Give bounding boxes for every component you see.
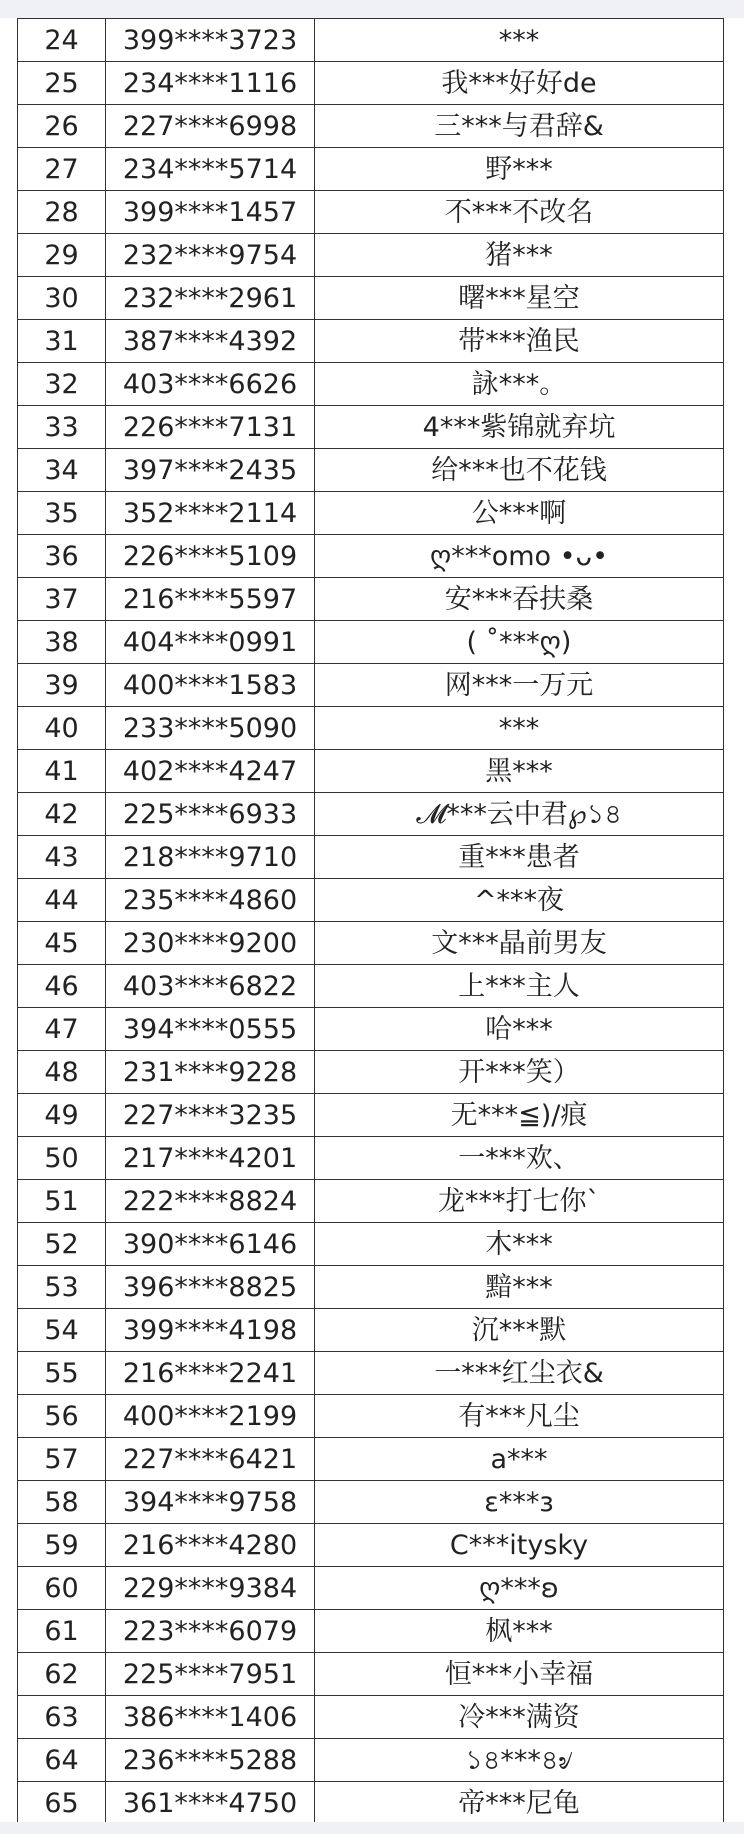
nickname-cell-text: a*** <box>490 1443 548 1475</box>
account-id-cell-text: 394****0555 <box>122 1013 298 1045</box>
rank-cell-text: 38 <box>44 626 79 658</box>
account-id-cell <box>106 1395 315 1438</box>
table-row <box>18 1696 724 1739</box>
nickname-cell <box>315 922 724 965</box>
account-id-cell-text: 226****7131 <box>122 411 298 443</box>
nickname-cell <box>315 191 724 234</box>
nickname-cell-text: 木*** <box>485 1228 553 1260</box>
account-id-cell <box>106 1567 315 1610</box>
nickname-cell-text: 一***红尘衣& <box>434 1357 604 1389</box>
nickname-cell-text: 哈*** <box>485 1013 553 1045</box>
account-id-cell-text: 404****0991 <box>122 626 298 658</box>
account-id-cell <box>106 836 315 879</box>
account-id-cell-text: 218****9710 <box>122 841 298 873</box>
table-row <box>18 1481 724 1524</box>
rank-cell <box>18 320 106 363</box>
account-id-cell-text: 402****4247 <box>122 755 298 787</box>
rank-cell-text: 44 <box>44 884 79 916</box>
leaderboard-table <box>17 18 724 1822</box>
rank-cell-text: 46 <box>44 970 79 1002</box>
table-row <box>18 406 724 449</box>
nickname-cell-text: 上***主人 <box>458 970 580 1002</box>
table-row <box>18 793 724 836</box>
rank-cell-text: 30 <box>44 282 79 314</box>
table-row <box>18 1352 724 1395</box>
rank-cell <box>18 19 106 62</box>
rank-cell-text: 31 <box>44 325 79 357</box>
table-row <box>18 1610 724 1653</box>
rank-cell-text: 39 <box>44 669 79 701</box>
rank-cell-text: 42 <box>44 798 79 830</box>
nickname-cell-text: 龙***打七你` <box>438 1185 600 1217</box>
account-id-cell <box>106 1524 315 1567</box>
account-id-cell-text: 225****7951 <box>122 1658 298 1690</box>
account-id-cell-text: 397****2435 <box>122 454 298 486</box>
rank-cell <box>18 1395 106 1438</box>
nickname-cell-text: 带***渔民 <box>458 325 580 357</box>
table-row <box>18 234 724 277</box>
table-row <box>18 105 724 148</box>
account-id-cell <box>106 234 315 277</box>
table-row <box>18 1180 724 1223</box>
table-row <box>18 1438 724 1481</box>
table-row <box>18 1137 724 1180</box>
top-bar <box>0 0 744 18</box>
rank-cell-text: 62 <box>44 1658 79 1690</box>
nickname-cell <box>315 707 724 750</box>
nickname-cell-text: 有***凡尘 <box>458 1400 580 1432</box>
account-id-cell-text: 234****5714 <box>122 153 298 185</box>
nickname-cell <box>315 1481 724 1524</box>
rank-cell <box>18 621 106 664</box>
rank-cell-text: 58 <box>44 1486 79 1518</box>
account-id-cell <box>106 621 315 664</box>
account-id-cell <box>106 793 315 836</box>
account-id-cell-text: 216****2241 <box>122 1357 298 1389</box>
rank-cell <box>18 406 106 449</box>
nickname-cell <box>315 621 724 664</box>
nickname-cell <box>315 19 724 62</box>
nickname-cell-text: 一***欢、 <box>458 1142 580 1174</box>
account-id-cell <box>106 1223 315 1266</box>
rank-cell <box>18 363 106 406</box>
leaderboard-table-body <box>18 19 724 1823</box>
nickname-cell <box>315 320 724 363</box>
nickname-cell <box>315 1223 724 1266</box>
table-row <box>18 1309 724 1352</box>
nickname-cell-text: ღ***omo •ᴗ• <box>429 540 609 572</box>
account-id-cell-text: 399****4198 <box>122 1314 298 1346</box>
nickname-cell-text: 恒***小幸福 <box>444 1658 594 1690</box>
account-id-cell-text: 403****6626 <box>122 368 298 400</box>
table-row <box>18 879 724 922</box>
nickname-cell <box>315 1051 724 1094</box>
rank-cell-text: 53 <box>44 1271 79 1303</box>
account-id-cell-text: 217****4201 <box>122 1142 298 1174</box>
account-id-cell <box>106 320 315 363</box>
account-id-cell-text: 229****9384 <box>122 1572 298 1604</box>
account-id-cell <box>106 1352 315 1395</box>
rank-cell-text: 43 <box>44 841 79 873</box>
account-id-cell <box>106 449 315 492</box>
table-row <box>18 1739 724 1782</box>
nickname-cell <box>315 793 724 836</box>
nickname-cell-text: *** <box>498 712 540 744</box>
rank-cell <box>18 62 106 105</box>
account-id-cell-text: 352****2114 <box>122 497 298 529</box>
table-row <box>18 965 724 1008</box>
rank-cell-text: 61 <box>44 1615 79 1647</box>
rank-cell <box>18 449 106 492</box>
nickname-cell <box>315 1266 724 1309</box>
account-id-cell-text: 387****4392 <box>122 325 298 357</box>
rank-cell-text: 55 <box>44 1357 79 1389</box>
rank-cell <box>18 1008 106 1051</box>
rank-cell <box>18 1309 106 1352</box>
account-id-cell-text: 223****6079 <box>122 1615 298 1647</box>
rank-cell <box>18 535 106 578</box>
table-row <box>18 1395 724 1438</box>
account-id-cell <box>106 1610 315 1653</box>
table-row <box>18 1051 724 1094</box>
rank-cell <box>18 148 106 191</box>
table-row <box>18 1094 724 1137</box>
account-id-cell <box>106 105 315 148</box>
account-id-cell <box>106 1266 315 1309</box>
nickname-cell-text: 猪*** <box>485 239 553 271</box>
account-id-cell-text: 232****9754 <box>122 239 298 271</box>
rank-cell <box>18 1696 106 1739</box>
nickname-cell <box>315 148 724 191</box>
table-row <box>18 621 724 664</box>
nickname-cell-text: 𝓜***云中君℘১৪ <box>416 798 622 830</box>
bottom-bar <box>0 1822 744 1834</box>
nickname-cell-text: 詠***。 <box>471 368 567 400</box>
nickname-cell <box>315 1610 724 1653</box>
account-id-cell-text: 227****6998 <box>122 110 298 142</box>
rank-cell-text: 64 <box>44 1744 79 1776</box>
account-id-cell <box>106 1653 315 1696</box>
nickname-cell <box>315 105 724 148</box>
nickname-cell-text: C***itysky <box>449 1529 589 1561</box>
table-row <box>18 1223 724 1266</box>
rank-cell-text: 41 <box>44 755 79 787</box>
rank-cell-text: 27 <box>44 153 79 185</box>
nickname-cell-text: 曙***星空 <box>458 282 580 314</box>
table-row <box>18 449 724 492</box>
rank-cell-text: 65 <box>44 1787 79 1819</box>
account-id-cell-text: 234****1116 <box>122 67 298 99</box>
rank-cell-text: 28 <box>44 196 79 228</box>
table-row <box>18 1567 724 1610</box>
account-id-cell <box>106 1481 315 1524</box>
nickname-cell-text: 文***晶前男友 <box>431 927 607 959</box>
account-id-cell-text: 394****9758 <box>122 1486 298 1518</box>
account-id-cell-text: 216****5597 <box>122 583 298 615</box>
nickname-cell <box>315 1137 724 1180</box>
nickname-cell-text: *** <box>498 24 540 56</box>
account-id-cell-text: 399****3723 <box>122 24 298 56</box>
rank-cell-text: 24 <box>44 24 79 56</box>
nickname-cell-text: 沉***默 <box>471 1314 567 1346</box>
rank-cell-text: 33 <box>44 411 79 443</box>
account-id-cell <box>106 1137 315 1180</box>
account-id-cell-text: 231****9228 <box>122 1056 298 1088</box>
nickname-cell <box>315 363 724 406</box>
account-id-cell <box>106 1696 315 1739</box>
nickname-cell-text: 不***不改名 <box>444 196 594 228</box>
rank-cell <box>18 1782 106 1823</box>
rank-cell <box>18 1438 106 1481</box>
rank-cell <box>18 1223 106 1266</box>
nickname-cell <box>315 277 724 320</box>
table-row <box>18 578 724 621</box>
account-id-cell-text: 400****1583 <box>122 669 298 701</box>
nickname-cell <box>315 750 724 793</box>
rank-cell-text: 35 <box>44 497 79 529</box>
rank-cell <box>18 836 106 879</box>
rank-cell <box>18 1567 106 1610</box>
nickname-cell <box>315 664 724 707</box>
nickname-cell-text: ε***ɜ <box>484 1486 554 1518</box>
rank-cell-text: 60 <box>44 1572 79 1604</box>
rank-cell-text: 34 <box>44 454 79 486</box>
nickname-cell-text: ^***夜 <box>473 884 565 916</box>
account-id-cell-text: 399****1457 <box>122 196 298 228</box>
rank-cell <box>18 965 106 1008</box>
nickname-cell <box>315 1438 724 1481</box>
account-id-cell <box>106 148 315 191</box>
nickname-cell <box>315 62 724 105</box>
nickname-cell <box>315 1395 724 1438</box>
account-id-cell <box>106 1180 315 1223</box>
rank-cell-text: 63 <box>44 1701 79 1733</box>
account-id-cell <box>106 19 315 62</box>
table-row <box>18 836 724 879</box>
account-id-cell <box>106 750 315 793</box>
table-row <box>18 1782 724 1823</box>
rank-cell <box>18 1266 106 1309</box>
rank-cell-text: 51 <box>44 1185 79 1217</box>
nickname-cell <box>315 578 724 621</box>
rank-cell-text: 50 <box>44 1142 79 1174</box>
table-row <box>18 277 724 320</box>
nickname-cell <box>315 406 724 449</box>
rank-cell <box>18 664 106 707</box>
table-row <box>18 922 724 965</box>
account-id-cell-text: 361****4750 <box>122 1787 298 1819</box>
account-id-cell-text: 222****8824 <box>122 1185 298 1217</box>
account-id-cell-text: 400****2199 <box>122 1400 298 1432</box>
account-id-cell-text: 227****3235 <box>122 1099 298 1131</box>
account-id-cell-text: 230****9200 <box>122 927 298 959</box>
nickname-cell-text: 无***≦)/痕 <box>450 1099 588 1131</box>
account-id-cell-text: 226****5109 <box>122 540 298 572</box>
nickname-cell-text: 4***紫锦就弃坑 <box>422 411 616 443</box>
nickname-cell-text: 开***笑） <box>458 1056 580 1088</box>
account-id-cell-text: 390****6146 <box>122 1228 298 1260</box>
rank-cell <box>18 1137 106 1180</box>
nickname-cell-text: 枫*** <box>485 1615 553 1647</box>
rank-cell <box>18 234 106 277</box>
table-row <box>18 707 724 750</box>
nickname-cell-text: 安***吞扶桑 <box>444 583 594 615</box>
account-id-cell <box>106 191 315 234</box>
rank-cell <box>18 1051 106 1094</box>
rank-cell-text: 56 <box>44 1400 79 1432</box>
nickname-cell <box>315 449 724 492</box>
rank-cell <box>18 750 106 793</box>
nickname-cell <box>315 1739 724 1782</box>
nickname-cell-text: 重***患者 <box>458 841 580 873</box>
nickname-cell <box>315 1524 724 1567</box>
nickname-cell <box>315 1008 724 1051</box>
rank-cell <box>18 1094 106 1137</box>
rank-cell-text: 52 <box>44 1228 79 1260</box>
rank-cell-text: 29 <box>44 239 79 271</box>
account-id-cell <box>106 535 315 578</box>
table-row <box>18 363 724 406</box>
nickname-cell <box>315 836 724 879</box>
account-id-cell <box>106 1094 315 1137</box>
table-row <box>18 1266 724 1309</box>
account-id-cell <box>106 879 315 922</box>
account-id-cell-text: 232****2961 <box>122 282 298 314</box>
account-id-cell-text: 235****4860 <box>122 884 298 916</box>
nickname-cell <box>315 965 724 1008</box>
account-id-cell <box>106 578 315 621</box>
rank-cell-text: 45 <box>44 927 79 959</box>
table-row <box>18 664 724 707</box>
rank-cell-text: 37 <box>44 583 79 615</box>
account-id-cell-text: 396****8825 <box>122 1271 298 1303</box>
rank-cell <box>18 578 106 621</box>
account-id-cell-text: 236****5288 <box>122 1744 298 1776</box>
account-id-cell <box>106 277 315 320</box>
table-row <box>18 62 724 105</box>
account-id-cell <box>106 406 315 449</box>
nickname-cell <box>315 1782 724 1823</box>
leaderboard-table-container <box>17 18 724 1822</box>
rank-cell <box>18 707 106 750</box>
rank-cell-text: 26 <box>44 110 79 142</box>
account-id-cell-text: 403****6822 <box>122 970 298 1002</box>
rank-cell-text: 49 <box>44 1099 79 1131</box>
rank-cell-text: 36 <box>44 540 79 572</box>
rank-cell <box>18 1739 106 1782</box>
rank-cell <box>18 793 106 836</box>
rank-cell <box>18 1180 106 1223</box>
account-id-cell <box>106 1438 315 1481</box>
nickname-cell-text: ১৪***৪৶ <box>465 1744 573 1776</box>
rank-cell <box>18 1610 106 1653</box>
table-row <box>18 148 724 191</box>
table-row <box>18 492 724 535</box>
nickname-cell-text: 给***也不花钱 <box>431 454 607 486</box>
rank-cell-text: 59 <box>44 1529 79 1561</box>
nickname-cell <box>315 1653 724 1696</box>
nickname-cell <box>315 535 724 578</box>
account-id-cell <box>106 707 315 750</box>
nickname-cell-text: 公***啊 <box>471 497 567 529</box>
nickname-cell <box>315 879 724 922</box>
account-id-cell <box>106 492 315 535</box>
rank-cell-text: 54 <box>44 1314 79 1346</box>
rank-cell <box>18 1481 106 1524</box>
rank-cell <box>18 1653 106 1696</box>
nickname-cell <box>315 1696 724 1739</box>
account-id-cell <box>106 965 315 1008</box>
rank-cell-text: 25 <box>44 67 79 99</box>
nickname-cell <box>315 1309 724 1352</box>
rank-cell <box>18 1524 106 1567</box>
account-id-cell-text: 386****1406 <box>122 1701 298 1733</box>
table-row <box>18 1008 724 1051</box>
rank-cell-text: 48 <box>44 1056 79 1088</box>
nickname-cell-text: 野*** <box>485 153 553 185</box>
account-id-cell <box>106 1051 315 1094</box>
account-id-cell-text: 216****4280 <box>122 1529 298 1561</box>
nickname-cell-text: 黯*** <box>485 1271 553 1303</box>
rank-cell-text: 47 <box>44 1013 79 1045</box>
table-row <box>18 750 724 793</box>
nickname-cell <box>315 1180 724 1223</box>
nickname-cell-text: 我***好好de <box>441 67 597 99</box>
account-id-cell <box>106 1782 315 1823</box>
nickname-cell <box>315 1567 724 1610</box>
rank-cell-text: 40 <box>44 712 79 744</box>
rank-cell <box>18 191 106 234</box>
nickname-cell <box>315 492 724 535</box>
nickname-cell-text: 网***一万元 <box>444 669 594 701</box>
nickname-cell-text: 帝***尼龟 <box>458 1787 580 1819</box>
account-id-cell <box>106 664 315 707</box>
table-row <box>18 191 724 234</box>
account-id-cell <box>106 922 315 965</box>
rank-cell <box>18 105 106 148</box>
account-id-cell-text: 227****6421 <box>122 1443 298 1475</box>
account-id-cell <box>106 1739 315 1782</box>
nickname-cell-text: ღ***ʚ <box>479 1572 559 1604</box>
rank-cell-text: 32 <box>44 368 79 400</box>
table-row <box>18 535 724 578</box>
account-id-cell <box>106 1008 315 1051</box>
account-id-cell-text: 233****5090 <box>122 712 298 744</box>
nickname-cell-text: 冷***满资 <box>458 1701 580 1733</box>
account-id-cell <box>106 62 315 105</box>
nickname-cell <box>315 1094 724 1137</box>
rank-cell <box>18 277 106 320</box>
rank-cell-text: 57 <box>44 1443 79 1475</box>
table-row <box>18 320 724 363</box>
rank-cell <box>18 922 106 965</box>
rank-cell <box>18 879 106 922</box>
account-id-cell <box>106 363 315 406</box>
account-id-cell-text: 225****6933 <box>122 798 298 830</box>
rank-cell <box>18 1352 106 1395</box>
table-row <box>18 1653 724 1696</box>
nickname-cell <box>315 234 724 277</box>
nickname-cell <box>315 1352 724 1395</box>
nickname-cell-text: ( ˚***ღ) <box>466 626 572 658</box>
table-row <box>18 19 724 62</box>
nickname-cell-text: 黑*** <box>485 755 553 787</box>
table-row <box>18 1524 724 1567</box>
nickname-cell-text: 三***与君辞& <box>434 110 604 142</box>
account-id-cell <box>106 1309 315 1352</box>
rank-cell <box>18 492 106 535</box>
